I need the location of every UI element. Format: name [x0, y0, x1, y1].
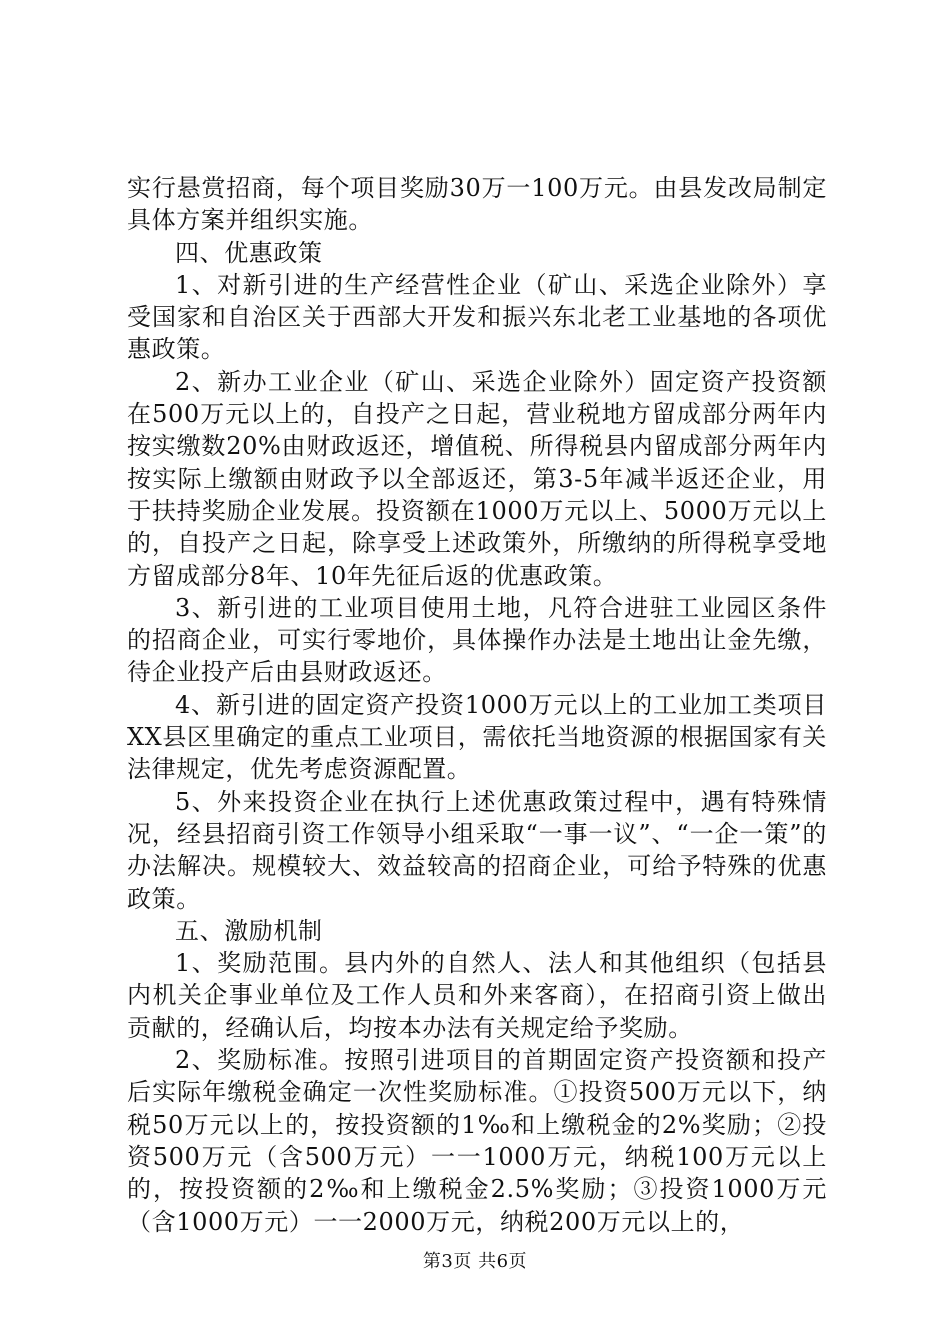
- paragraph-continuation: 实行悬赏招商，每个项目奖励30万一100万元。由县发改局制定具体方案并组织实施。: [127, 174, 827, 235]
- policy-paragraph-4: 4、新引进的固定资产投资1000万元以上的工业加工类项目XX县区里确定的重点工业项目，需依托当地资源的根据国家有关法律规定，优先考虑资源配置。: [127, 690, 827, 784]
- policy-paragraph-1: 1、对新引进的生产经营性企业（矿山、采选企业除外）享受国家和自治区关于西部大开发和振兴东北老工业基地的各项优惠政策。: [127, 270, 827, 364]
- section-heading-preferential-policies: 四、优惠政策: [175, 238, 323, 267]
- policy-paragraph-3: 3、新引进的工业项目使用土地，凡符合进驻工业园区条件的招商企业，可实行零地价，具体操作办法是土地出让金先缴，待企业投产后由县财政返还。: [127, 593, 827, 687]
- incentive-paragraph-2: 2、奖励标准。按照引进项目的首期固定资产投资额和投产后实际年缴税金确定一次性奖励标准。①投资500万元以下，纳税50万元以上的，按投资额的1‰和上缴税金的2%奖励；②投资500万元（含500万元）一一1000万元，纳税100万元以上的，按投资额的2‰和上缴税金2.5%奖励；③投资1000万元（含1000万元）一一2000万元，纳税200万元以上的，: [127, 1046, 827, 1236]
- section-heading-incentive-mechanism: 五、激励机制: [175, 916, 323, 945]
- policy-paragraph-5: 5、外来投资企业在执行上述优惠政策过程中，遇有特殊情况，经县招商引资工作领导小组采取“一事一议”、“一企一策”的办法解决。规模较大、效益较高的招商企业，可给予特殊的优惠政策。: [127, 787, 827, 913]
- page-number-footer: 第3页 共6页: [422, 1251, 528, 1272]
- document-body: [127, 172, 827, 1238]
- incentive-paragraph-1: 1、奖励范围。县内外的自然人、法人和其他组织（包括县内机关企事业单位及工作人员和外来客商），在招商引资上做出贡献的，经确认后，均按本办法有关规定给予奖励。: [127, 949, 827, 1042]
- policy-paragraph-2: 2、新办工业企业（矿山、采选企业除外）固定资产投资额在500万元以上的，自投产之日起，营业税地方留成部分两年内按实缴数20%由财政返还，增值税、所得税县内留成部分两年内按实际上缴额由财政予以全部返还，第3-5年减半返还企业，用于扶持奖励企业发展。投资额在1000万元以上、5000万元以上的，自投产之日起，除享受上述政策外，所缴纳的所得税享受地方留成部分8年、10年先征后返的优惠政策。: [127, 367, 827, 590]
